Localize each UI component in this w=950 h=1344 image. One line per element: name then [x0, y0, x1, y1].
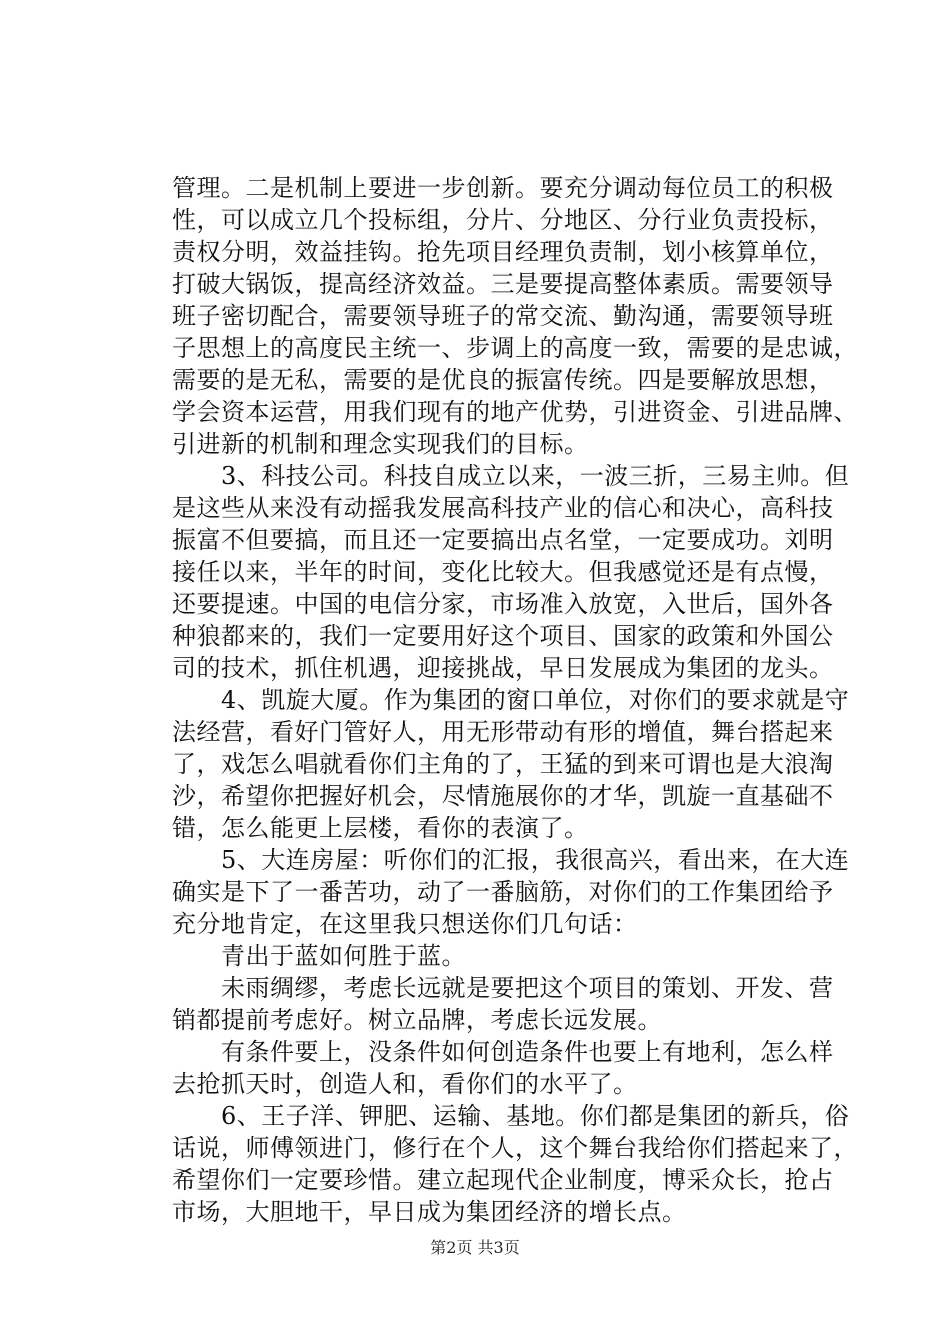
text-line: 沙，希望你把握好机会，尽情施展你的才华，凯旋一直基础不: [172, 782, 834, 810]
text-line: 去抢抓天时，创造人和，看你们的水平了。: [172, 1070, 638, 1098]
text-line: 管理。二是机制上要进一步创新。要充分调动每位员工的积极: [172, 174, 834, 202]
text-line: 学会资本运营，用我们现有的地产优势，引进资金、引进品牌、: [172, 398, 858, 426]
text-line: 4、凯旋大厦。作为集团的窗口单位，对你们的要求就是守: [172, 686, 850, 714]
text-line: 青出于蓝如何胜于蓝。: [172, 942, 466, 970]
text-line: 种狼都来的，我们一定要用好这个项目、国家的政策和外国公: [172, 622, 834, 650]
text-line: 引进新的机制和理念实现我们的目标。: [172, 430, 589, 458]
text-line: 6、王子洋、钾肥、运输、基地。你们都是集团的新兵，俗: [172, 1102, 850, 1130]
text-line: 确实是下了一番苦功，动了一番脑筋，对你们的工作集团给予: [172, 878, 834, 906]
text-line: 子思想上的高度民主统一、步调上的高度一致，需要的是忠诚，: [172, 334, 858, 362]
text-line: 法经营，看好门管好人，用无形带动有形的增值，舞台搭起来: [172, 718, 834, 746]
text-line: 司的技术，抓住机遇，迎接挑战，早日发展成为集团的龙头。: [172, 654, 834, 682]
body-text: [172, 172, 858, 1228]
text-line: 3、科技公司。科技自成立以来，一波三折，三易主帅。但: [172, 462, 850, 490]
text-line: 销都提前考虑好。树立品牌，考虑长远发展。: [172, 1006, 662, 1034]
text-line: 性，可以成立几个投标组，分片、分地区、分行业负责投标，: [172, 206, 834, 234]
text-line: 话说，师傅领进门，修行在个人，这个舞台我给你们搭起来了，: [172, 1134, 858, 1162]
text-line: 有条件要上，没条件如何创造条件也要上有地利，怎么样: [172, 1038, 834, 1066]
text-line: 责权分明，效益挂钩。抢先项目经理负责制，划小核算单位，: [172, 238, 834, 266]
text-line: 充分地肯定，在这里我只想送你们几句话：: [172, 910, 638, 938]
text-line: 5、大连房屋：听你们的汇报，我很高兴，看出来，在大连: [172, 846, 850, 874]
text-line: 了，戏怎么唱就看你们主角的了，王猛的到来可谓也是大浪淘: [172, 750, 834, 778]
text-line: 振富不但要搞，而且还一定要搞出点名堂，一定要成功。刘明: [172, 526, 834, 554]
text-line: 接任以来，半年的时间，变化比较大。但我感觉还是有点慢，: [172, 558, 834, 586]
text-line: 还要提速。中国的电信分家，市场准入放宽，入世后，国外各: [172, 590, 834, 618]
text-line: 是这些从来没有动摇我发展高科技产业的信心和决心，高科技: [172, 494, 834, 522]
text-line: 未雨绸缪，考虑长远就是要把这个项目的策划、开发、营: [172, 974, 834, 1002]
text-line: 打破大锅饭，提高经济效益。三是要提高整体素质。需要领导: [172, 270, 834, 298]
text-line: 需要的是无私，需要的是优良的振富传统。四是要解放思想，: [172, 366, 834, 394]
text-line: 希望你们一定要珍惜。建立起现代企业制度，博采众长，抢占: [172, 1166, 834, 1194]
page-number-footer: 第2页 共3页: [430, 1238, 520, 1257]
text-line: 班子密切配合，需要领导班子的常交流、勤沟通，需要领导班: [172, 302, 834, 330]
text-line: 市场，大胆地干，早日成为集团经济的增长点。: [172, 1198, 687, 1226]
text-line: 错，怎么能更上层楼，看你的表演了。: [172, 814, 589, 842]
